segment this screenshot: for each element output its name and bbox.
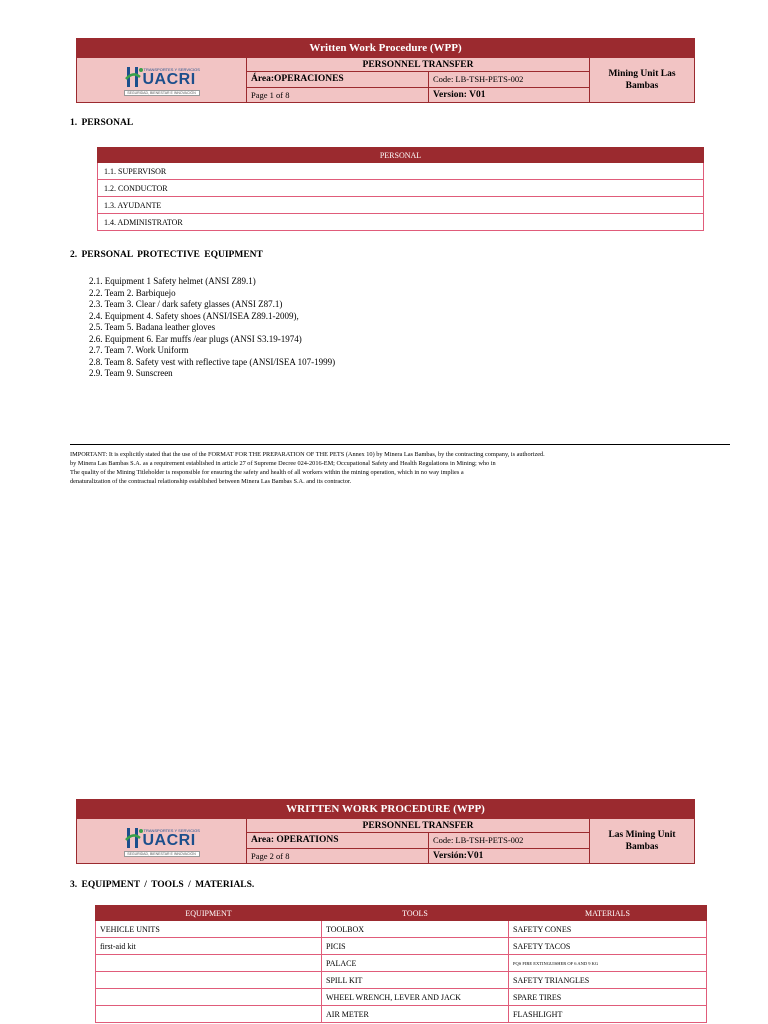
equipment-table [95,905,707,1023]
document-header-page-2 [76,799,695,864]
table-row: PALACE PQS FIRE EXTINGUISHER OF 6 AND 9 KG [96,955,707,972]
ppe-list [89,276,335,380]
personal-table [97,147,704,231]
mining-unit: Las Mining Unit Bambas [608,830,676,852]
column-header-tools: TOOLS [322,906,509,921]
table-row: 1.1. SUPERVISOR [98,163,704,180]
section-heading-personal: 1. PERSONAL [70,118,134,128]
table-row: first-aid kit PICIS SAFETY TACOS [96,938,707,955]
page-number: Page 2 of 8 [247,849,429,864]
list-item: 2.6. Equipment 6. Ear muffs /ear plugs (ANSI S3.19-1974) [89,333,302,344]
table-row: AIR METER FLASHLIGHT [96,1006,707,1023]
code-field: Code: LB-TSH-PETS-002 [433,835,524,845]
column-header-equipment: EQUIPMENT [96,906,322,921]
list-item: 2.7. Team 7. Work Uniform [89,345,189,355]
table-row: WHEEL WRENCH, LEVER AND JACK SPARE TIRES [96,989,707,1006]
header-title: Written Work Procedure (WPP) [77,39,694,58]
section-heading-equipment: 3. EQUIPMENT / TOOLS / MATERIALS. [70,880,255,890]
table-row: VEHICLE UNITS TOOLBOX SAFETY CONES [96,921,707,938]
procedure-name: PERSONNEL TRANSFER [247,58,589,72]
version-field: Version: V01 [433,89,486,100]
logo-mark-icon [124,826,144,850]
logo-brand: UACRI [142,832,196,849]
logo-mark-icon [124,65,144,89]
list-item: 2.1. Equipment 1 Safety helmet (ANSI Z89.1) [89,276,256,286]
page-number: Page 1 of 8 [247,88,429,103]
code-field: Code: LB-TSH-PETS-002 [433,74,524,84]
list-item: 2.9. Team 9. Sunscreen [89,368,173,378]
version-field: Versión:V01 [433,850,484,861]
list-item: 2.3. Team 3. Clear / dark safety glasses (ANSI Z87.1) [89,299,283,309]
table-row: 1.3. AYUDANTE [98,197,704,214]
company-logo: TRANSPORTES Y SERVICIOS UACRI SEGURIDAD, BIENESTAR E INNOVACIÓN [124,825,200,857]
table-row: 1.2. CONDUCTOR [98,180,704,197]
mining-unit: Mining Unit Las Bambas [608,69,676,91]
logo-brand: UACRI [142,71,196,88]
list-item: 2.8. Team 8. Safety vest with reflective tape (ANSI/ISEA 107-1999) [89,356,336,367]
procedure-name: PERSONNEL TRANSFER [247,819,589,833]
table-header: PERSONAL [98,148,704,163]
area-field: Area: OPERATIONS [247,833,429,848]
table-row: 1.4. ADMINISTRATOR [98,214,704,231]
document-header-page-1 [76,38,695,103]
column-header-materials: MATERIALS [509,906,707,921]
area-field: Área:OPERACIONES [247,72,429,87]
list-item: 2.4. Equipment 4. Safety shoes (ANSI/ISEA Z89.1-2009), [89,310,299,321]
list-item: 2.2. Team 2. Barbiquejo [89,287,176,298]
header-title: WRITTEN WORK PROCEDURE (WPP) [77,800,694,819]
table-row: SPILL KIT SAFETY TRIANGLES [96,972,707,989]
company-logo: TRANSPORTES Y SERVICIOS UACRI SEGURIDAD, BIENESTAR E INNOVACIÓN [124,64,200,96]
important-note: IMPORTANT: It is explicitly stated that the use of the FORMAT FOR THE PREPARATION OF THE PETS (Annex 10) by Minera Las Bambas, by the contracting company, is authorized. by Minera Las Bambas S.A. as a requirement established in article 27 of Supreme Decree 024-2016-EM; Occupational Safety and Health Regulations in Mining; who in The quality of the Mining Titleholder is responsible for ensuring the safety and health of all workers within the mining operation, which in no way implies a denaturalization of the contractual relationship established between Minera Las Bambas S.A. and its contractor. [70,451,545,485]
list-item: 2.5. Team 5. Badana leather gloves [89,322,216,332]
section-heading-ppe: 2. PERSONAL PROTECTIVE EQUIPMENT [70,250,263,260]
footer-divider [70,444,730,445]
